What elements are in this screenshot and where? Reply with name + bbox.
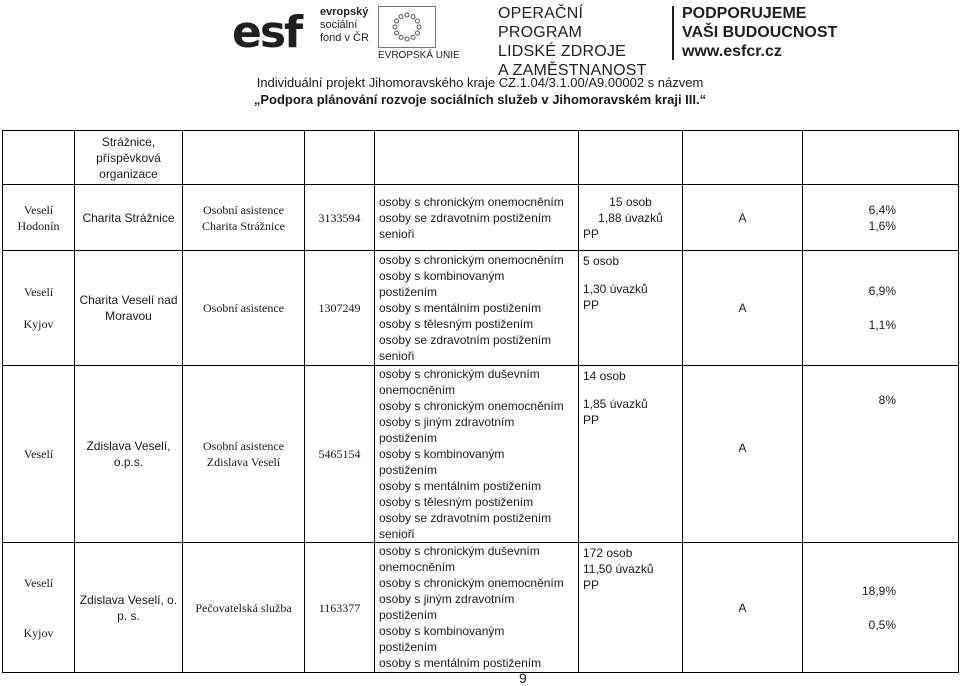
- service-cell: Pečovatelská služba: [183, 543, 305, 673]
- code-cell: [305, 131, 375, 185]
- capacity-cell: [579, 185, 683, 251]
- percent-value: 1,6%: [868, 218, 896, 233]
- esf-logo-text: esf: [232, 7, 302, 58]
- capacity-persons: 172 osob: [583, 546, 633, 560]
- provider-line: Zdislava Veselí,: [86, 439, 171, 453]
- percent-value: 6,9%: [868, 284, 896, 298]
- capacity-note: PP: [583, 413, 600, 427]
- capacity-cell: [579, 131, 683, 185]
- esf-logo: [228, 2, 460, 64]
- target-group: osoby s chronickým onemocněním: [379, 576, 564, 590]
- provider-cell: [75, 543, 183, 673]
- target-group: osoby s tělesným postižením: [379, 495, 534, 509]
- project-line-1: Individuální projekt Jihomoravského kraje CZ.1.04/3.1.00/A9.00002 s názvem: [256, 75, 704, 90]
- capacity-persons: 14 osob: [583, 369, 626, 383]
- slogan-line: PODPORUJEME: [682, 5, 807, 22]
- target-group: postižením: [379, 431, 438, 445]
- target-group: postižením: [379, 640, 438, 654]
- provider-line: příspěvková: [96, 150, 161, 165]
- capacity-persons: 5 osob: [583, 254, 620, 268]
- table-row: [3, 131, 959, 185]
- type-cell: [683, 366, 803, 543]
- type-cell: A: [683, 185, 803, 251]
- target-group: osoby s chronickým duševním: [379, 544, 540, 558]
- op-line: OPERAČNÍ PROGRAM: [498, 5, 584, 41]
- esf-logo-mark: [228, 2, 312, 64]
- capacity-fte: 1,30 úvazků: [583, 282, 648, 296]
- esf-subtitle-line: fond v ČR: [320, 32, 369, 44]
- percent-value: 18,9%: [861, 583, 896, 598]
- target-group: osoby s jiným zdravotním: [379, 415, 515, 429]
- capacity-note: PP: [583, 578, 600, 592]
- target-group-cell: [375, 543, 579, 673]
- target-group: onemocněním: [379, 560, 456, 574]
- town-cell: [3, 185, 75, 251]
- table-row: [3, 185, 959, 251]
- percent-cell: [803, 366, 959, 543]
- target-group: senioři: [379, 226, 415, 241]
- target-group: osoby s kombinovaným: [379, 624, 505, 638]
- target-group: osoby se zdravotním postižením: [379, 333, 552, 347]
- percent-cell: [803, 251, 959, 366]
- type-cell: A: [683, 251, 803, 366]
- target-group: osoby s chronickým duševním: [379, 367, 540, 381]
- provider-cell: [75, 251, 183, 366]
- provider-line: Moravou: [105, 309, 152, 323]
- provider-line: organizace: [99, 166, 158, 181]
- target-group-cell: [375, 251, 579, 366]
- provider-line: o.p.s.: [113, 455, 144, 469]
- target-group: osoby s chronickým onemocněním: [379, 399, 564, 413]
- provider-cell: [75, 185, 183, 251]
- town-name: Veselí: [23, 202, 54, 217]
- percent-value: 0,5%: [868, 617, 896, 632]
- table-row: [3, 251, 959, 366]
- percent-value: 1,1%: [868, 318, 896, 332]
- percent-value: 6,4%: [868, 202, 896, 217]
- page-number: 9: [519, 670, 527, 686]
- esf-subtitle-line: sociální: [320, 19, 358, 31]
- capacity-persons: 15 osob: [609, 194, 652, 209]
- provider-line: p. s.: [117, 608, 140, 623]
- target-group: osoby se zdravotním postižením: [379, 511, 552, 525]
- service-cell: [183, 131, 305, 185]
- target-group: osoby s tělesným postižením: [379, 317, 534, 331]
- town-cell: [3, 131, 75, 185]
- op-logo: [498, 4, 668, 79]
- capacity-note: PP: [583, 226, 600, 241]
- town-name: Veselí: [23, 285, 54, 299]
- target-group: osoby s mentálním postižením: [379, 656, 542, 670]
- website-link[interactable]: www.esfcr.cz: [682, 43, 782, 60]
- target-group: postižením: [379, 285, 438, 299]
- town-cell: Veselí: [3, 366, 75, 543]
- capacity-fte: 1,88 úvazků: [598, 210, 663, 225]
- service-line: Osobní asistence: [203, 439, 284, 453]
- capacity-fte: 1,85 úvazků: [583, 397, 648, 411]
- target-group: osoby se zdravotním postižením: [379, 210, 552, 225]
- code-cell: 5465154: [305, 366, 375, 543]
- code-cell: 3133594: [305, 185, 375, 251]
- code-cell: 1307249: [305, 251, 375, 366]
- provider-line: Zdislava Veselí, o.: [79, 592, 178, 607]
- type-cell: [683, 131, 803, 185]
- eu-caption: EVROPSKÁ UNIE: [378, 50, 460, 61]
- percent-cell: [803, 543, 959, 673]
- service-cell: [183, 185, 305, 251]
- op-line: LIDSKÉ ZDROJE: [498, 43, 626, 60]
- service-line: Charita Strážnice: [202, 218, 285, 233]
- project-line-2: „Podpora plánování rozvoje sociálních služeb v Jihomoravském kraji III.“: [253, 92, 707, 107]
- type-value: A: [738, 441, 747, 455]
- services-table: [2, 130, 959, 673]
- percent-value: 8%: [878, 393, 896, 407]
- eu-flag-icon: [378, 6, 436, 48]
- target-group-cell: [375, 185, 579, 251]
- town-name: Veselí: [23, 575, 54, 590]
- op-line: A ZAMĚSTNANOST: [498, 62, 647, 79]
- logo-divider: [672, 6, 674, 60]
- capacity-cell: [579, 366, 683, 543]
- slogan-line: VAŠI BUDOUCNOST: [682, 24, 838, 41]
- provider-line: Charita Strážnice: [82, 210, 175, 225]
- target-group: postižením: [379, 463, 438, 477]
- capacity-cell: [579, 543, 683, 673]
- percent-cell: [803, 185, 959, 251]
- target-group: osoby s mentálním postižením: [379, 479, 542, 493]
- service-line: Zdislava Veselí: [206, 455, 281, 469]
- target-group: osoby s jiným zdravotním: [379, 592, 515, 606]
- target-group-cell: [375, 366, 579, 543]
- table-row: [3, 543, 959, 673]
- header-banner: [0, 0, 960, 79]
- target-group: osoby s chronickým onemocněním: [379, 253, 564, 267]
- town-cell: [3, 543, 75, 673]
- target-group: onemocněním: [379, 383, 456, 397]
- target-group-cell: [375, 131, 579, 185]
- target-group: osoby s mentálním postižením: [379, 301, 542, 315]
- code-cell: 1163377: [305, 543, 375, 673]
- target-group: osoby s kombinovaným: [379, 269, 505, 283]
- provider-line: Charita Veselí nad: [79, 293, 178, 307]
- provider-cell: [75, 366, 183, 543]
- town-name: Kyjov: [23, 317, 54, 331]
- target-group: osoby s chronickým onemocněním: [379, 194, 564, 209]
- provider-line: Strážnice,: [101, 134, 156, 149]
- town-cell: [3, 251, 75, 366]
- town-name: Hodonín: [17, 218, 60, 233]
- target-group: postižením: [379, 608, 438, 622]
- target-group: senioři: [379, 349, 415, 363]
- service-cell: Osobní asistence: [183, 251, 305, 366]
- service-cell: [183, 366, 305, 543]
- type-cell: A: [683, 543, 803, 673]
- town-name: Kyjov: [23, 625, 54, 640]
- table-row: [3, 366, 959, 543]
- percent-cell: [803, 131, 959, 185]
- esf-subtitle-line: evropský: [320, 6, 369, 18]
- capacity-note: PP: [583, 298, 600, 312]
- esf-subtitle: [320, 6, 380, 45]
- service-line: Osobní asistence: [203, 202, 284, 217]
- provider-cell: [75, 131, 183, 185]
- support-slogan: [682, 4, 837, 61]
- target-group: senioři: [379, 527, 415, 541]
- project-title: [0, 74, 960, 108]
- capacity-fte: 11,50 úvazků: [583, 562, 654, 576]
- target-group: osoby s kombinovaným: [379, 447, 505, 461]
- capacity-cell: [579, 251, 683, 366]
